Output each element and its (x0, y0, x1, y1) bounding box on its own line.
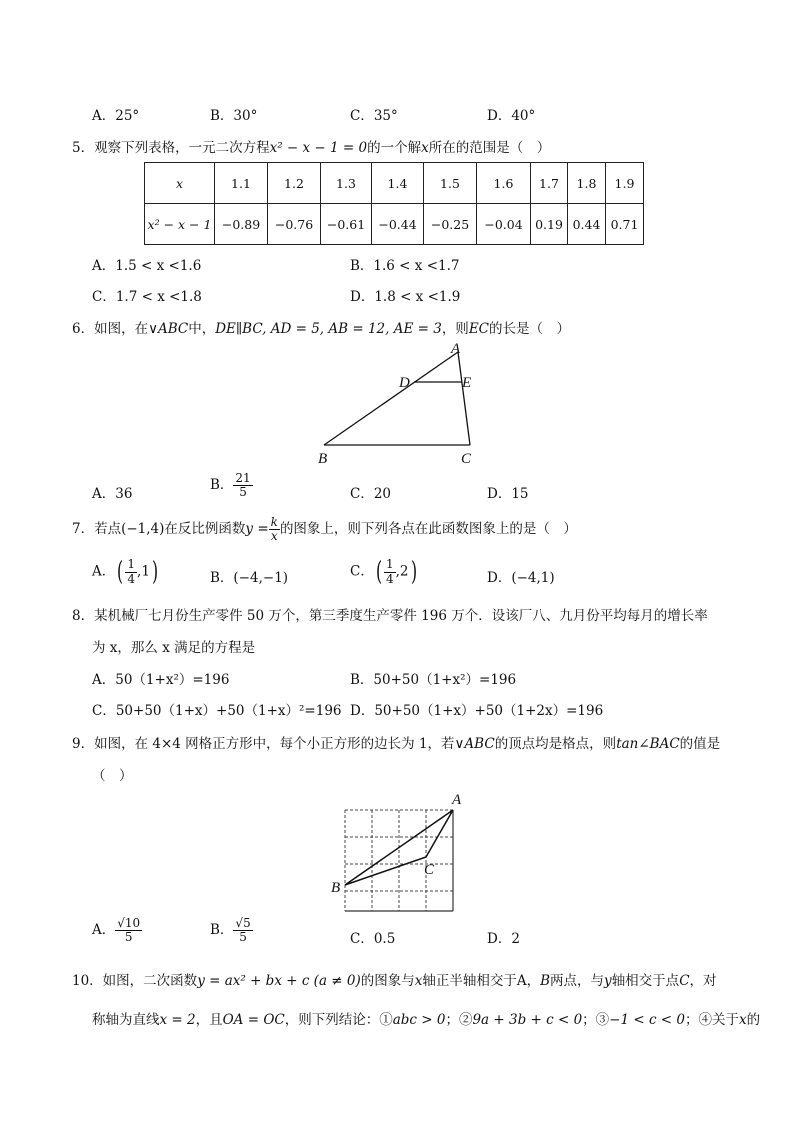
table-cell: −0.89 (215, 204, 268, 245)
q5-option-d: D．1.8 < x <1.9 (350, 289, 461, 305)
table-row (145, 163, 644, 204)
q9-option-d: D．2 (487, 931, 520, 947)
table-cell: 1.4 (372, 163, 424, 204)
q8-option-c: C．50+50（1+x）+50（1+x）²=196 (92, 703, 342, 719)
q6-condition: DE∥BC, AD = 5, AB = 12, AE = 3 (215, 321, 442, 337)
table-cell: 0.44 (568, 204, 606, 245)
table-cell: 1.6 (477, 163, 531, 204)
q6-label-a: A (451, 341, 461, 357)
q6-label-e: E (462, 375, 472, 391)
q5-option-b: B．1.6 < x <1.7 (350, 258, 460, 274)
q5-option-a: A．1.5 < x <1.6 (92, 258, 202, 274)
q6-side-ab (324, 352, 458, 445)
table-cell: −0.25 (424, 204, 477, 245)
table-header-expression: x² − x − 1 (145, 204, 215, 245)
q9-option-c: C．0.5 (350, 931, 396, 947)
table-cell: 0.19 (531, 204, 568, 245)
table-cell: 1.9 (606, 163, 644, 204)
q6-label-d: D (399, 375, 410, 391)
table-cell: 1.1 (215, 163, 268, 204)
q6-option-a: A．36 (92, 486, 133, 502)
q5-option-c: C．1.7 < x <1.8 (92, 289, 202, 305)
q4-option-a: A．25° (92, 108, 140, 124)
q9-option-b: B． $\frac{√5}{5}$ (210, 916, 251, 945)
table-cell: 1.3 (321, 163, 372, 204)
q4-option-d: D．40° (487, 108, 536, 124)
q6-option-d: D．15 (487, 486, 529, 502)
q8-stem-line2: 为 x，那么 x 满足的方程是 (92, 640, 256, 656)
table-cell: −0.61 (321, 204, 372, 245)
q9-tan-expression: tan∠BAC (616, 736, 680, 752)
q9-label-c: C (424, 862, 435, 878)
table-cell: 1.5 (424, 163, 477, 204)
q7-option-b: B．(−4,−1) (210, 570, 289, 586)
q9-dashed-grid (345, 810, 453, 911)
q5-value-table (144, 162, 644, 245)
table-cell: 0.71 (606, 204, 644, 245)
q6-option-b: B． $\frac{21}{5}$ (210, 471, 251, 500)
q10-stem-line2: 称轴为直线x = 2，且OA = OC，则下列结论：①abc > 0；②9a + 3b + c < 0；③−1 < c < 0；④关于x的 (92, 1012, 761, 1028)
table-header-x: x (145, 163, 215, 204)
q9-grid-figure (325, 790, 475, 915)
table-cell: −0.76 (268, 204, 321, 245)
q7-point: (−1,4) (121, 521, 165, 538)
q8-option-a: A．50（1+x²）=196 (92, 672, 230, 688)
table-cell: 1.8 (568, 163, 606, 204)
q4-option-b: B．30° (210, 108, 258, 124)
q6-label-b: B (318, 451, 328, 467)
q9-stem-line1: 9．如图，在 4×4 网格正方形中，每个小正方形的边长为 1，若∨ABC的顶点均是格点，则tan∠BAC的值是 (72, 736, 721, 752)
q9-label-a: A (452, 792, 462, 808)
q5-equation: x² − x − 1 = 0 (269, 140, 368, 156)
q8-stem-line1: 8．某机械厂七月份生产零件 50 万个，第三季度生产零件 196 万个．设该厂八、九月份平均每月的增长率 (72, 608, 708, 624)
q6-triangle-figure (310, 338, 490, 468)
q5-stem: 5．观察下列表格，一元二次方程x² − x − 1 = 0的一个解x所在的范围是（ ） (72, 140, 551, 156)
table-cell: −0.44 (372, 204, 424, 245)
q8-option-d: D．50+50（1+x）+50（1+2x）=196 (350, 703, 604, 719)
q10-stem-line1: 10．如图，二次函数y = ax² + bx + c (a ≠ 0)的图象与x轴正半轴相交于A，B两点，与y轴相交于点C，对 (72, 973, 717, 989)
q6-label-c: C (461, 451, 472, 467)
q7-option-a: A．( $\frac{1}{4}$ ,1) (92, 557, 159, 587)
q9-label-b: B (331, 880, 341, 896)
q6-side-ac (458, 352, 470, 445)
q9-option-a: A． $\frac{√10}{5}$ (92, 916, 141, 945)
q6-option-c: C．20 (350, 486, 392, 502)
q9-stem-line2: （ ） (92, 768, 133, 784)
table-cell: 1.2 (268, 163, 321, 204)
q4-option-c: C．35° (350, 108, 398, 124)
q10-function: y = ax² + bx + c (a ≠ 0) (197, 973, 361, 989)
q8-option-b: B．50+50（1+x²）=196 (350, 672, 517, 688)
table-cell: −0.04 (477, 204, 531, 245)
table-row (145, 204, 644, 245)
q7-option-c: C．( $\frac{1}{4}$ ,2) (350, 557, 417, 587)
table-cell: 1.7 (531, 163, 568, 204)
q6-stem: 6．如图，在∨ABC中，DE∥BC, AD = 5, AB = 12, AE = 3，则EC的长是（ ） (72, 321, 570, 337)
q7-option-d: D．(−4,1) (487, 570, 555, 586)
q7-stem: 7．若点(−1,4)在反比例函数y = $\frac{k}{x}$ 的图象上，则下列各点在此函数图象上的是（ ） (72, 515, 577, 544)
